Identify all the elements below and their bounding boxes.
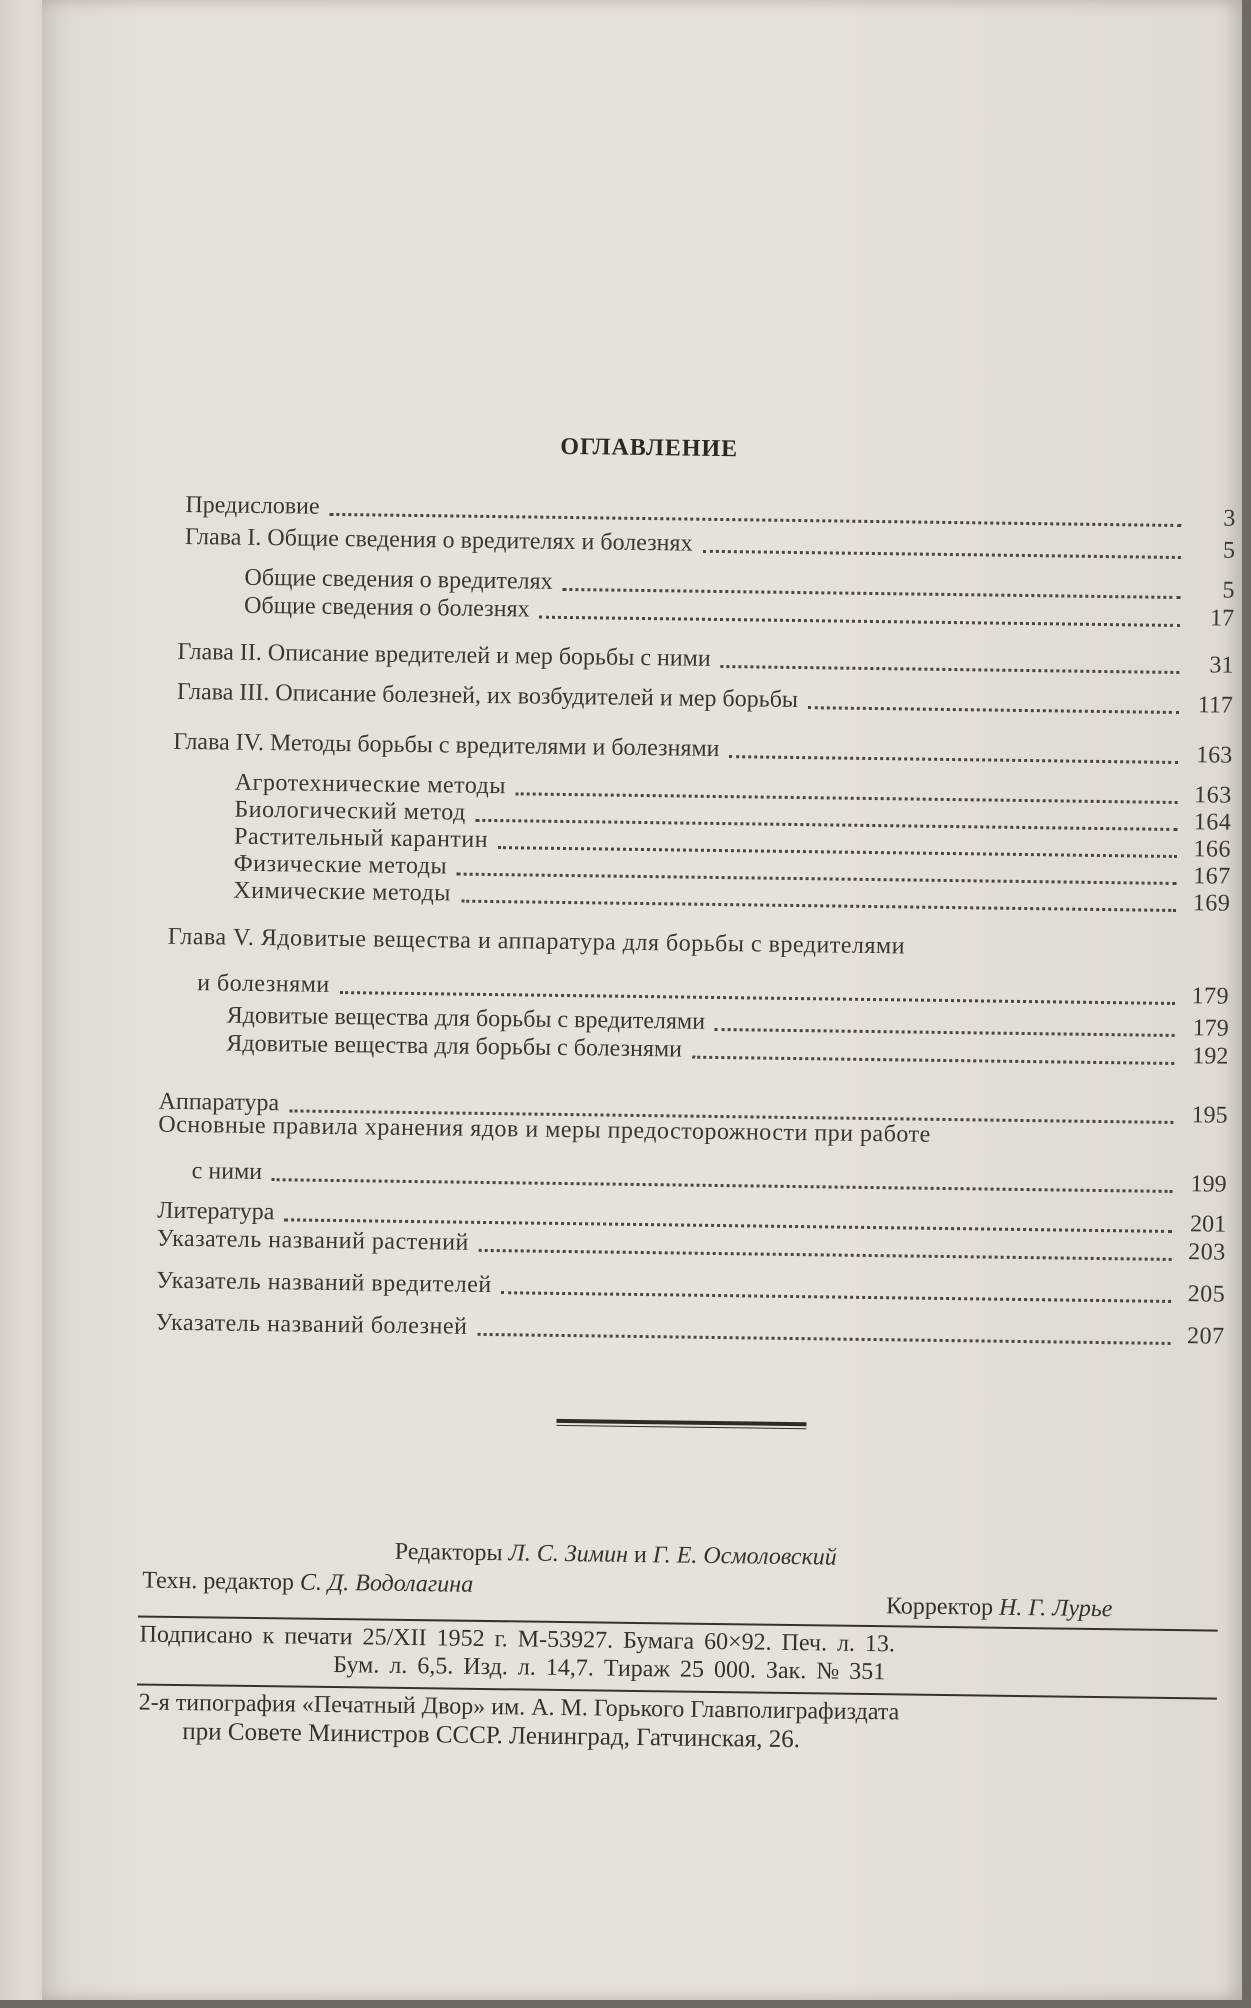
toc-entry-page: 179: [1191, 983, 1230, 1010]
editor-name: Г. Е. Осмоловский: [652, 1542, 837, 1571]
toc-entry-page: 207: [1186, 1323, 1225, 1350]
toc-entry-page: 5: [1222, 537, 1236, 564]
toc-entry-page: 199: [1190, 1171, 1227, 1198]
toc-title: ОГЛАВЛЕНИЕ: [560, 433, 739, 463]
book-page: [42, 0, 1242, 2000]
leader-dots: [502, 1290, 1172, 1303]
divider-rule: [556, 1419, 806, 1429]
toc-entry: [177, 639, 1233, 679]
toc-entry: [177, 679, 1233, 719]
editors-label: Редакторы: [394, 1538, 503, 1567]
leader-dots: [702, 549, 1180, 559]
toc-entry-title: Глава III. Описание болезней, их возбудителей и мер борьбы: [176, 678, 799, 714]
toc-entry-title: Физические методы: [233, 850, 448, 880]
corrector-name: Н. Г. Лурье: [998, 1594, 1113, 1623]
toc-entry-page: 117: [1197, 692, 1234, 719]
toc-entry-title: Химические методы: [233, 877, 452, 907]
print-details-line: Подписано к печати 25/XII 1952 г. М-53927. Бумага 60×92. Печ. л. 13.: [139, 1621, 896, 1658]
print-details-line: Бум. л. 6,5. Изд. л. 14,7. Тираж 25 000. Зак. № 351: [333, 1652, 886, 1686]
toc-entry-title: Указатель названий растений: [156, 1225, 470, 1256]
toc-entry-title: Указатель названий болезней: [155, 1309, 468, 1340]
toc-entry: [185, 472, 1236, 532]
toc-entry-title-continued: с ними: [191, 1158, 263, 1186]
toc-entry-title: Глава I. Общие сведения о вредителях и болезнях: [184, 523, 693, 557]
leader-dots: [340, 990, 1175, 1005]
toc-entry-title: Ядовитые вещества для борьбы с болезнями: [226, 1030, 683, 1063]
toc-entry-page: 166: [1193, 836, 1232, 863]
leader-dots: [715, 1027, 1175, 1037]
toc-entry-page: 5: [1222, 577, 1235, 604]
toc-entry-page: 17: [1209, 605, 1235, 632]
toc-entry-page: 167: [1192, 863, 1231, 890]
toc-entry-page: 192: [1192, 1043, 1229, 1070]
toc-entry-title: Предисловие: [185, 491, 320, 520]
toc-entry-page: 31: [1209, 652, 1234, 679]
leader-dots: [477, 1332, 1170, 1345]
toc-entry-page: 179: [1192, 1015, 1229, 1042]
corrector-label: Корректор: [885, 1593, 994, 1621]
editors-line: [395, 1539, 837, 1572]
leader-dots: [692, 1055, 1174, 1065]
toc-entry-title: Общие сведения о болезнях: [243, 592, 530, 623]
toc-entry-title-continued: и болезнями: [197, 970, 330, 998]
toc-entry-title: Биологический метод: [234, 796, 466, 826]
toc-entry-title: Глава IV. Методы борьбы с вредителями и болезнями: [173, 728, 720, 762]
toc-entry-title: Литература: [157, 1197, 275, 1226]
toc-entry-title: Указатель названий вредителей: [156, 1267, 492, 1299]
toc-entry-title: Растительный карантин: [233, 823, 489, 853]
toc-entry-page: 205: [1187, 1281, 1226, 1308]
tech-editor-line: [142, 1568, 473, 1599]
toc-entry-title: Ядовитые вещества для борьбы с вредителями: [226, 1002, 706, 1035]
tech-editor-label: Техн. редактор: [142, 1567, 295, 1596]
leader-dots: [539, 615, 1180, 627]
leader-dots: [721, 664, 1180, 674]
toc-entry: [173, 729, 1232, 769]
toc-entry-page: 164: [1193, 809, 1232, 836]
printer-line: 2-я типография «Печатный Двор» им. А. М. Горького Главполиграфиздата: [138, 1689, 900, 1726]
toc-entry: [156, 1268, 1225, 1308]
toc-entry: [185, 524, 1235, 564]
toc-entry-page: 163: [1194, 782, 1232, 809]
leader-dots: [329, 512, 1181, 527]
and-word: и: [633, 1541, 647, 1569]
tech-editor-name: С. Д. Водолагина: [299, 1569, 474, 1598]
leader-dots: [808, 705, 1179, 714]
toc-entry-page: 195: [1191, 1102, 1228, 1129]
toc-entry-page: 203: [1188, 1239, 1226, 1266]
leader-dots: [729, 754, 1178, 764]
toc-entry-title: Аппаратура: [158, 1088, 280, 1117]
editor-name: Л. С. Зимин: [508, 1540, 629, 1568]
toc-entry-title: Агротехнические методы: [234, 769, 507, 800]
toc-entry-title: Общие сведения о вредителях: [244, 564, 553, 595]
toc-entry-page: 3: [1223, 505, 1236, 532]
toc-entry-title: Глава II. Описание вредителей и мер борьбы с ними: [177, 638, 711, 672]
toc-entry-title: Глава V. Ядовитые вещества и аппаратура для борьбы с вредителями: [167, 923, 906, 960]
leader-dots: [461, 899, 1176, 912]
toc-entry: [156, 1310, 1225, 1350]
leader-dots: [479, 1248, 1172, 1261]
toc-entry-page: 201: [1189, 1211, 1227, 1238]
corrector-line: [886, 1593, 1113, 1623]
toc-entry-page: 169: [1192, 890, 1231, 917]
printer-line: при Совете Министров СССР. Ленинград, Гатчинская, 26.: [182, 1718, 801, 1754]
toc-entry-page: 163: [1196, 742, 1233, 769]
toc-entry-title: Основные правила хранения ядов и меры предосторожности при работе: [158, 1111, 931, 1148]
page-content: [29, 0, 1251, 2008]
